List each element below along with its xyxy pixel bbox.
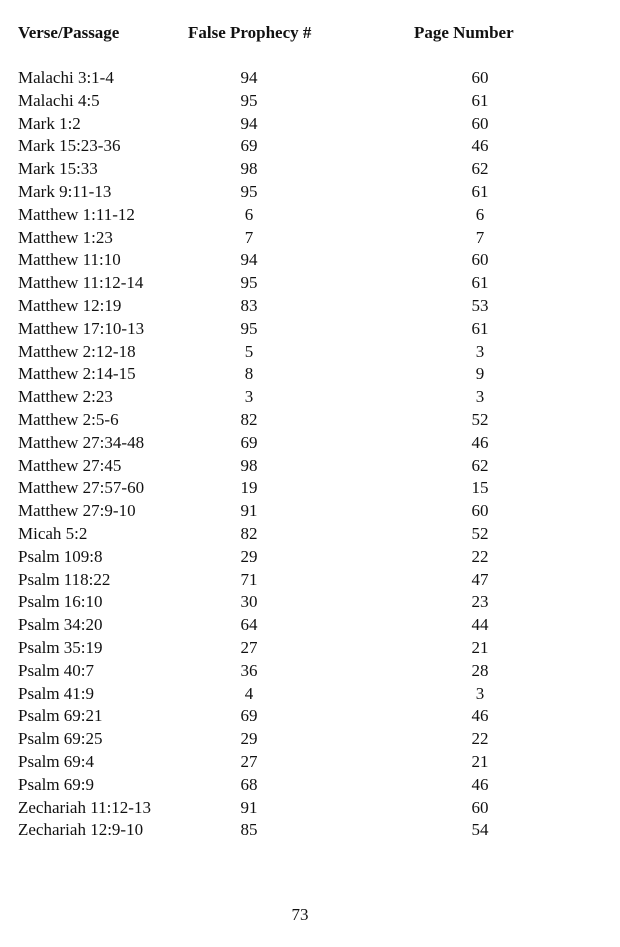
verse-passage-cell: Psalm 69:9 bbox=[18, 774, 95, 794]
false-prophecy-number-cell: 82 bbox=[240, 409, 258, 429]
false-prophecy-number-cell: 95 bbox=[240, 318, 258, 338]
page-number-cell: 52 bbox=[471, 523, 489, 543]
verse-passage-cell: Mark 1:2 bbox=[18, 113, 81, 133]
verse-passage-cell: Mark 9:11-13 bbox=[18, 181, 112, 201]
false-prophecy-number-cell: 94 bbox=[240, 68, 258, 87]
false-prophecy-number-cell: 82 bbox=[240, 523, 258, 543]
page-number-cell: 44 bbox=[471, 615, 489, 635]
verse-passage-cell: Psalm 16:10 bbox=[18, 592, 103, 612]
page-number-cell: 61 bbox=[471, 318, 489, 338]
verse-passage-cell: Matthew 11:12-14 bbox=[18, 273, 144, 293]
page-number-cell: 46 bbox=[471, 706, 489, 726]
table-row bbox=[0, 500, 620, 523]
table-row bbox=[0, 432, 620, 455]
false-prophecy-number-cell: 4 bbox=[244, 683, 254, 703]
false-prophecy-number-cell: 98 bbox=[240, 159, 258, 179]
header-page-number: Page Number bbox=[414, 23, 514, 42]
verse-passage-cell: Zechariah 12:9-10 bbox=[18, 820, 144, 840]
false-prophecy-number-cell: 7 bbox=[244, 227, 254, 247]
table-row bbox=[0, 272, 620, 295]
verse-passage-cell: Psalm 41:9 bbox=[18, 683, 95, 703]
page-number-cell: 21 bbox=[471, 751, 489, 771]
false-prophecy-number-cell: 19 bbox=[240, 478, 258, 498]
table-row bbox=[0, 569, 620, 592]
verse-passage-cell: Mark 15:33 bbox=[18, 159, 98, 179]
verse-passage-cell: Psalm 69:25 bbox=[18, 729, 103, 749]
table-row bbox=[0, 683, 620, 706]
verse-passage-cell: Malachi 3:1-4 bbox=[18, 68, 114, 87]
page-number-cell: 62 bbox=[471, 455, 489, 475]
false-prophecy-number-cell: 69 bbox=[240, 432, 258, 452]
header-false-prophecy-number: False Prophecy # bbox=[188, 23, 312, 42]
table-row bbox=[0, 728, 620, 751]
table-row bbox=[0, 705, 620, 728]
verse-passage-cell: Matthew 17:10-13 bbox=[18, 318, 145, 338]
table-row bbox=[0, 477, 620, 500]
index-table-body bbox=[0, 67, 620, 842]
verse-passage-cell: Matthew 27:9-10 bbox=[18, 501, 136, 521]
false-prophecy-number-cell: 30 bbox=[240, 592, 258, 612]
page-number-cell: 61 bbox=[471, 90, 489, 110]
table-row bbox=[0, 546, 620, 569]
page-number-cell: 60 bbox=[471, 797, 489, 817]
false-prophecy-number-cell: 27 bbox=[240, 751, 258, 771]
page-number-cell: 15 bbox=[471, 478, 489, 498]
verse-passage-cell: Matthew 2:23 bbox=[18, 387, 113, 407]
page-number-cell: 23 bbox=[471, 592, 489, 612]
verse-passage-cell: Micah 5:2 bbox=[18, 523, 88, 543]
table-row bbox=[0, 90, 620, 113]
page-number-cell: 22 bbox=[471, 729, 489, 749]
verse-passage-cell: Matthew 1:23 bbox=[18, 227, 113, 247]
page-footer-number: 73 bbox=[291, 905, 309, 924]
verse-passage-cell: Psalm 69:21 bbox=[18, 706, 103, 726]
table-row bbox=[0, 181, 620, 204]
header-verse-passage: Verse/Passage bbox=[18, 23, 120, 42]
table-row bbox=[0, 386, 620, 409]
false-prophecy-number-cell: 69 bbox=[240, 706, 258, 726]
false-prophecy-number-cell: 27 bbox=[240, 637, 258, 657]
verse-passage-cell: Malachi 4:5 bbox=[18, 90, 100, 110]
page-number-cell: 9 bbox=[475, 364, 485, 384]
false-prophecy-number-cell: 68 bbox=[240, 774, 258, 794]
table-row bbox=[0, 67, 620, 90]
page-number-cell: 62 bbox=[471, 159, 489, 179]
table-row bbox=[0, 113, 620, 136]
verse-passage-cell: Psalm 69:4 bbox=[18, 751, 95, 771]
page-number-cell: 60 bbox=[471, 250, 489, 270]
false-prophecy-number-cell: 94 bbox=[240, 113, 258, 133]
table-row bbox=[0, 523, 620, 546]
false-prophecy-number-cell: 91 bbox=[240, 501, 258, 521]
page-number-cell: 7 bbox=[475, 227, 485, 247]
table-row bbox=[0, 409, 620, 432]
verse-passage-cell: Matthew 27:57-60 bbox=[18, 478, 145, 498]
verse-passage-cell: Psalm 40:7 bbox=[18, 660, 95, 680]
verse-passage-cell: Mark 15:23-36 bbox=[18, 136, 121, 156]
false-prophecy-number-cell: 6 bbox=[244, 204, 254, 224]
table-row bbox=[0, 295, 620, 318]
false-prophecy-number-cell: 83 bbox=[240, 295, 258, 315]
table-row bbox=[0, 660, 620, 683]
false-prophecy-number-cell: 29 bbox=[240, 546, 258, 566]
table-row bbox=[0, 637, 620, 660]
table-row bbox=[0, 751, 620, 774]
page-number-cell: 46 bbox=[471, 774, 489, 794]
verse-passage-cell: Matthew 12:19 bbox=[18, 295, 122, 315]
page-number-cell: 46 bbox=[471, 136, 489, 156]
table-row bbox=[0, 249, 620, 272]
false-prophecy-number-cell: 94 bbox=[240, 250, 258, 270]
verse-passage-cell: Psalm 35:19 bbox=[18, 637, 103, 657]
page-number-cell: 60 bbox=[471, 68, 489, 87]
page-number-cell: 3 bbox=[475, 341, 485, 361]
page-number-cell: 28 bbox=[471, 660, 489, 680]
page-number-cell: 53 bbox=[471, 295, 489, 315]
table-row bbox=[0, 158, 620, 181]
table-row bbox=[0, 318, 620, 341]
page-number-cell: 52 bbox=[471, 409, 489, 429]
table-row bbox=[0, 455, 620, 478]
verse-passage-cell: Psalm 109:8 bbox=[18, 546, 103, 566]
page-number-cell: 3 bbox=[475, 683, 485, 703]
false-prophecy-number-cell: 36 bbox=[240, 660, 258, 680]
page-number-cell: 6 bbox=[475, 204, 485, 224]
page-number-cell: 3 bbox=[475, 387, 485, 407]
false-prophecy-number-cell: 69 bbox=[240, 136, 258, 156]
verse-passage-cell: Matthew 11:10 bbox=[18, 250, 121, 270]
verse-passage-cell: Matthew 2:5-6 bbox=[18, 409, 119, 429]
page-number-cell: 54 bbox=[471, 820, 489, 840]
false-prophecy-number-cell: 5 bbox=[244, 341, 254, 361]
false-prophecy-number-cell: 3 bbox=[244, 387, 254, 407]
table-row bbox=[0, 135, 620, 158]
false-prophecy-number-cell: 95 bbox=[240, 90, 258, 110]
verse-passage-cell: Matthew 27:45 bbox=[18, 455, 122, 475]
verse-passage-cell: Psalm 34:20 bbox=[18, 615, 103, 635]
verse-passage-cell: Psalm 118:22 bbox=[18, 569, 111, 589]
verse-passage-cell: Matthew 2:14-15 bbox=[18, 364, 136, 384]
page-number-cell: 46 bbox=[471, 432, 489, 452]
page-number-cell: 61 bbox=[471, 181, 489, 201]
false-prophecy-number-cell: 64 bbox=[240, 615, 258, 635]
table-row bbox=[0, 363, 620, 386]
verse-passage-cell: Matthew 2:12-18 bbox=[18, 341, 136, 361]
false-prophecy-number-cell: 8 bbox=[244, 364, 254, 384]
false-prophecy-number-cell: 98 bbox=[240, 455, 258, 475]
false-prophecy-number-cell: 85 bbox=[240, 820, 258, 840]
table-row bbox=[0, 797, 620, 820]
false-prophecy-number-cell: 95 bbox=[240, 273, 258, 293]
false-prophecy-number-cell: 91 bbox=[240, 797, 258, 817]
table-row bbox=[0, 341, 620, 364]
false-prophecy-number-cell: 29 bbox=[240, 729, 258, 749]
table-row bbox=[0, 227, 620, 250]
page-number-cell: 60 bbox=[471, 501, 489, 521]
table-row bbox=[0, 204, 620, 227]
false-prophecy-number-cell: 71 bbox=[240, 569, 258, 589]
verse-passage-cell: Zechariah 11:12-13 bbox=[18, 797, 151, 817]
verse-passage-cell: Matthew 1:11-12 bbox=[18, 204, 135, 224]
table-row bbox=[0, 614, 620, 637]
page-number-cell: 47 bbox=[471, 569, 489, 589]
page-number-cell: 60 bbox=[471, 113, 489, 133]
page-number-cell: 22 bbox=[471, 546, 489, 566]
false-prophecy-number-cell: 95 bbox=[240, 181, 258, 201]
page-number-cell: 21 bbox=[471, 637, 489, 657]
table-header bbox=[0, 23, 620, 45]
page-number-cell: 61 bbox=[471, 273, 489, 293]
table-row bbox=[0, 819, 620, 842]
table-row bbox=[0, 591, 620, 614]
verse-passage-cell: Matthew 27:34-48 bbox=[18, 432, 145, 452]
table-row bbox=[0, 774, 620, 797]
